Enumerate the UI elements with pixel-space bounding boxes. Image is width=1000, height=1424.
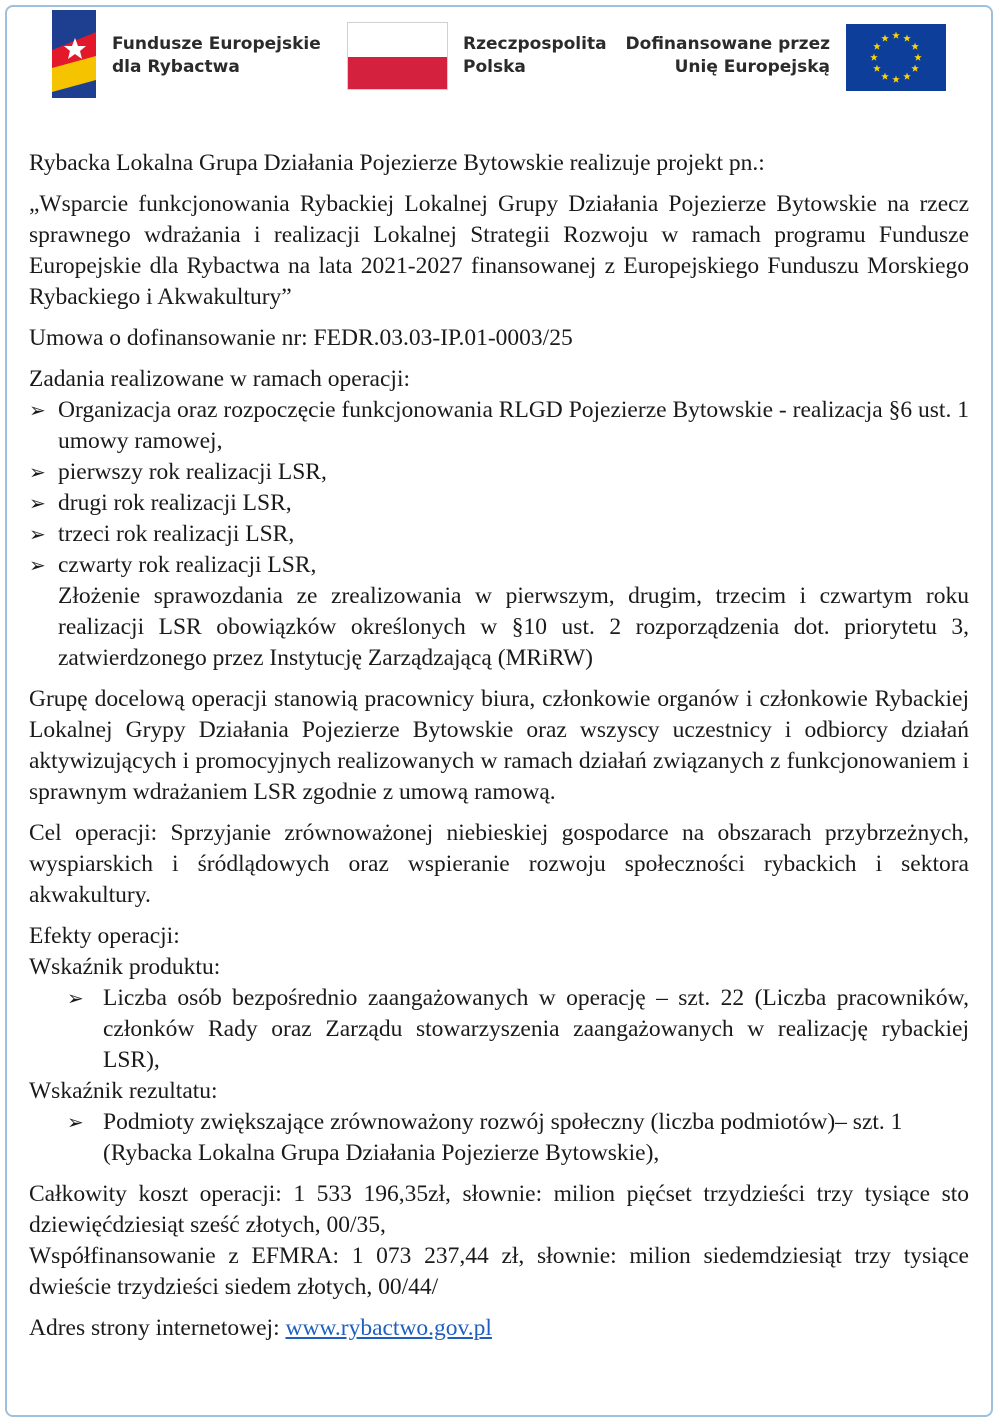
cofinancing: Współfinansowanie z EFMRA: 1 073 237,44 zł, słownie: milion siedemdziesiąt trzy tysiące dwieście trzydzieści siedem złotych, 00/44/ [29,1243,969,1300]
bullet-arrow-icon: ➢ [67,986,84,1010]
task-item [29,519,969,550]
task-text: Organizacja oraz rozpoczęcie funkcjonowania RLGD Pojezierze Bytowskie - realizacja §6 ust. 1 umowy ramowej, [58,397,969,454]
task-text: trzeci rok realizacji LSR, [58,521,295,547]
task-item [29,550,969,581]
task-text: pierwszy rok realizacji LSR, [58,459,327,485]
task-item [29,488,969,519]
eu-funding-line1: Dofinansowane przez [625,34,830,54]
task-item [29,395,969,457]
bullet-arrow-icon: ➢ [29,398,46,422]
effects-heading: Efekty operacji: [29,923,180,949]
operation-goal: Cel operacji: Sprzyjanie zrównoważonej niebieskiej gospodarce na obszarach przybrzeżnych, wyspiarskich i śródlądowych oraz wspieranie rozwoju społeczności rybackich i sektora akwakultury. [29,820,969,908]
bullet-arrow-icon: ➢ [29,553,46,577]
bullet-arrow-icon: ➢ [67,1110,84,1134]
fe-name-line1: Fundusze Europejskie [112,34,321,54]
rp-name-line1: Rzeczpospolita [463,34,607,54]
bullet-arrow-icon: ➢ [29,460,46,484]
result-indicator-item [29,1107,969,1169]
result-indicator-heading: Wskaźnik rezultatu: [29,1078,218,1104]
task-item [29,457,969,488]
rp-name-line2: Polska [463,57,526,77]
fe-name-line2: dla Rybactwa [112,57,240,77]
agreement-number: Umowa o dofinansowanie nr: FEDR.03.03-IP.01-0003/25 [29,325,573,351]
eu-funding-line2: Unię Europejską [674,57,830,77]
logo-bar [0,0,1000,110]
product-indicator-text: Liczba osób bezpośrednio zaangażowanych w operację – szt. 22 (Liczba pracowników, członków Rady oraz Zarządu stowarzyszenia zaangażowanych w realizację rybackiej LSR), [103,985,969,1073]
target-group: Grupę docelową operacji stanowią pracownicy biura, członkowie organów i członkowie Rybackiej Lokalnej Grypy Działania Pojezierze Bytowskie oraz wszyscy uczestnicy i odbiorcy działań aktywizujących i promocyjnych realizowanych w ramach działań związanych z funkcjonowaniem i sprawnym wdrażaniem LSR zgodnie z umową ramową. [29,686,969,805]
result-indicator-text: Podmioty zwiększające zrównoważony rozwój społeczny (liczba podmiotów)– szt. 1 (Rybacka Lokalna Grupa Działania Pojezierze Bytowskie), [103,1109,903,1166]
tasks-heading: Zadania realizowane w ramach operacji: [29,366,411,392]
eu-flag-icon [846,24,946,91]
website-label: Adres strony internetowej: [29,1315,286,1341]
tasks-note: Złożenie sprawozdania ze zrealizowania w pierwszym, drugim, trzecim i czwartym roku realizacji LSR obowiązków określonych w §10 ust. 2 rozporządzenia dot. priorytetu 3, zatwierdzonego przez Instytucję Zarządzającą (MRiRW) [58,583,969,671]
task-text: czwarty rok realizacji LSR, [58,552,317,578]
poland-flag-icon [347,22,448,90]
total-cost: Całkowity koszt operacji: 1 533 196,35zł, słownie: milion pięćset trzydzieści trzy tysiące sto dziewięćdziesiąt sześć złotych, 00/35, [29,1181,969,1238]
project-title: „Wsparcie funkcjonowania Rybackiej Lokalnej Grupy Działania Pojezierze Bytowskie na rzecz sprawnego wdrażania i realizacji Lokalnej Strategii Rozwoju w ramach programu Fundusze Europejskie dla Rybactwa na lata 2021-2027 finansowanej z Europejskiego Funduszu Morskiego Rybackiego i Akwakultury” [29,191,969,310]
document-body [29,148,969,1344]
task-text: drugi rok realizacji LSR, [58,490,292,516]
website-line [29,1313,969,1344]
website-link[interactable]: www.rybactwo.gov.pl [285,1315,492,1341]
bullet-arrow-icon: ➢ [29,491,46,515]
fe-logo-icon [50,10,100,100]
bullet-arrow-icon: ➢ [29,522,46,546]
product-indicator-heading: Wskaźnik produktu: [29,954,221,980]
product-indicator-item [29,983,969,1076]
intro-text: Rybacka Lokalna Grupa Działania Pojezierze Bytowskie realizuje projekt pn.: [29,150,765,176]
